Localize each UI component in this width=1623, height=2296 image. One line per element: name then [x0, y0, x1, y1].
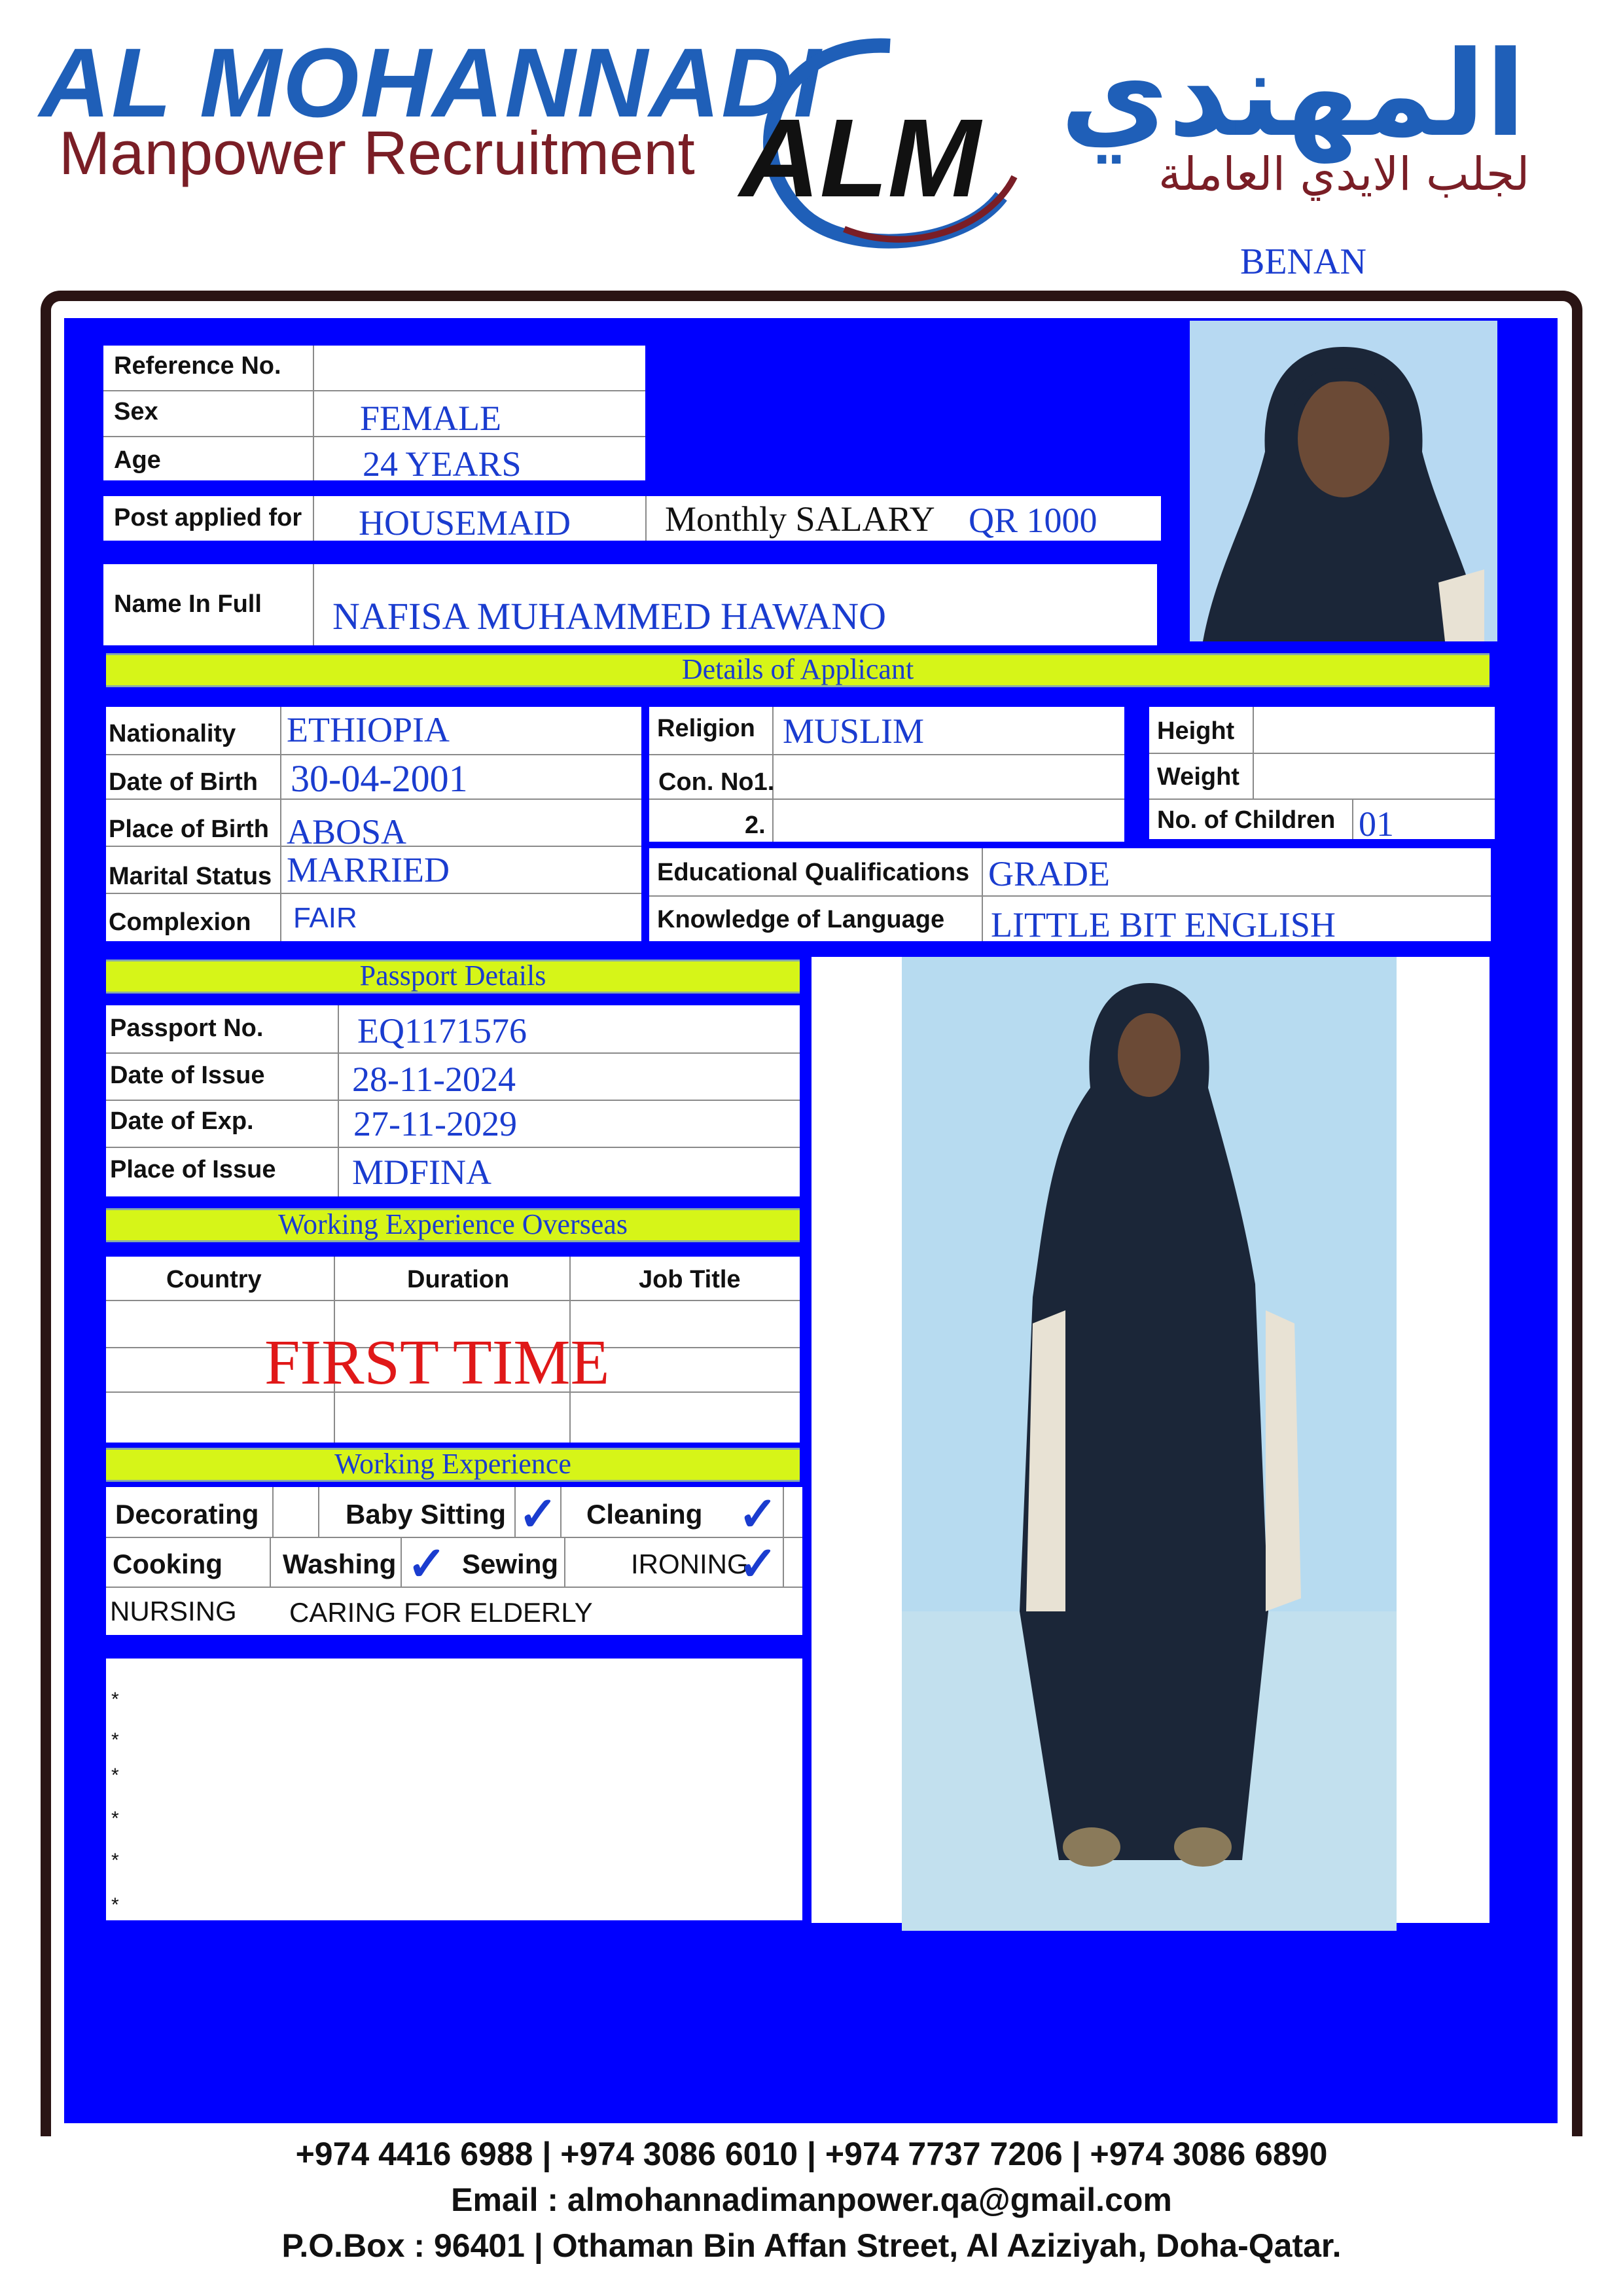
- education-table: [649, 848, 1491, 944]
- skill-cooking: Cooking: [113, 1549, 223, 1579]
- passport-number-value: EQ1171576: [357, 1011, 527, 1050]
- footer-address: P.O.Box : 96401 | Othaman Bin Affan Street, Al Aziziyah, Doha-Qatar.: [281, 2227, 1342, 2264]
- name-value: NAFISA MUHAMMED HAWANO: [332, 595, 887, 637]
- company-subtitle: Manpower Recruitment: [59, 118, 695, 187]
- exp-date-label: Date of Exp.: [110, 1107, 254, 1135]
- issue-place-label: Place of Issue: [110, 1156, 276, 1183]
- experience-band: Working Experience: [106, 1448, 800, 1482]
- skill-ironing: IRONING: [631, 1549, 749, 1579]
- post-label: Post applied for: [114, 504, 302, 531]
- reference-label: Reference No.: [114, 352, 281, 380]
- religion-table: [649, 707, 1124, 842]
- note-bullet: *: [111, 1689, 119, 1710]
- ironing-check-icon: ✓: [738, 1538, 778, 1590]
- pob-value: ABOSA: [287, 812, 407, 852]
- passport-number-label: Passport No.: [110, 1014, 264, 1042]
- notes-box: [106, 1659, 802, 1920]
- full-name-box: [103, 564, 1157, 645]
- skills-grid: [106, 1487, 802, 1635]
- age-value: 24 YEARS: [363, 444, 522, 484]
- overseas-table: [106, 1257, 800, 1443]
- skill-elderly-care: CARING FOR ELDERLY: [289, 1597, 593, 1628]
- post-salary-box: [103, 496, 1161, 541]
- svg-text:ALM: ALM: [740, 96, 981, 221]
- company-name-arabic: المهندي: [1060, 26, 1526, 163]
- office-name: BENAN: [1240, 242, 1366, 282]
- footer-phones: +974 4416 6988 | +974 3086 6010 | +974 7737 7206 | +974 3086 6890: [295, 2136, 1328, 2172]
- passport-band: Passport Details: [106, 960, 800, 994]
- skill-decorating: Decorating: [115, 1499, 259, 1530]
- complexion-value: FAIR: [293, 902, 357, 934]
- marital-label: Marital Status: [109, 863, 272, 890]
- height-label: Height: [1157, 717, 1235, 745]
- sex-value: FEMALE: [360, 399, 501, 438]
- weight-label: Weight: [1157, 763, 1240, 791]
- note-bullet: *: [111, 1765, 119, 1786]
- dob-value: 30-04-2001: [291, 757, 468, 800]
- language-value: LITTLE BIT ENGLISH: [991, 905, 1336, 944]
- pob-label: Place of Birth: [109, 816, 269, 843]
- sex-label: Sex: [114, 398, 158, 425]
- cleaning-check-icon: ✓: [738, 1488, 778, 1541]
- children-label: No. of Children: [1157, 806, 1336, 834]
- basic-info-box: [103, 346, 645, 484]
- first-time-stamp: FIRST TIME: [264, 1327, 610, 1398]
- contact2-label: 2.: [745, 812, 766, 839]
- education-label: Educational Qualifications: [657, 859, 970, 886]
- skill-baby-sitting: Baby Sitting: [346, 1499, 507, 1530]
- job-title-header: Job Title: [639, 1266, 741, 1293]
- salary-label: Monthly SALARY: [665, 499, 935, 539]
- language-label: Knowledge of Language: [657, 906, 945, 933]
- skill-nursing: NURSING: [110, 1596, 237, 1626]
- note-bullet: *: [111, 1808, 119, 1829]
- company-name: AL MOHANNADI: [39, 27, 823, 137]
- portrait-photo: [1190, 321, 1497, 641]
- name-label: Name In Full: [114, 590, 262, 618]
- religion-value: MUSLIM: [783, 711, 925, 751]
- personal-details-table: [106, 707, 641, 941]
- full-body-photo: [902, 957, 1397, 1931]
- age-label: Age: [114, 446, 161, 474]
- issue-date-label: Date of Issue: [110, 1062, 265, 1089]
- skill-cleaning: Cleaning: [586, 1499, 703, 1530]
- alm-logo: [726, 33, 1054, 255]
- exp-date-value: 27-11-2029: [353, 1104, 517, 1143]
- country-header: Country: [166, 1266, 262, 1293]
- note-bullet: *: [111, 1729, 119, 1751]
- post-value: HOUSEMAID: [359, 503, 571, 543]
- skill-washing: Washing: [283, 1549, 397, 1579]
- marital-value: MARRIED: [287, 850, 450, 889]
- children-value: 01: [1359, 804, 1394, 844]
- passport-table: [106, 1005, 800, 1196]
- overseas-band: Working Experience Overseas: [106, 1208, 800, 1242]
- complexion-label: Complexion: [109, 908, 251, 936]
- washing-check-icon: ✓: [407, 1538, 447, 1590]
- details-band: Details of Applicant: [106, 653, 1489, 687]
- company-subtitle-arabic: لجلب الايدي العاملة: [1158, 147, 1530, 201]
- education-value: GRADE: [988, 854, 1110, 893]
- nationality-value: ETHIOPIA: [287, 710, 450, 749]
- issue-place-value: MDFINA: [352, 1153, 492, 1192]
- issue-date-value: 28-11-2024: [352, 1060, 516, 1099]
- note-bullet: *: [111, 1850, 119, 1871]
- contact1-label: Con. No1.: [658, 768, 775, 796]
- dob-label: Date of Birth: [109, 768, 258, 796]
- footer-email: Email : almohannadimanpower.qa@gmail.com: [451, 2181, 1172, 2218]
- salary-value: QR 1000: [969, 501, 1097, 540]
- note-bullet: *: [111, 1894, 119, 1916]
- duration-header: Duration: [407, 1266, 510, 1293]
- baby-sitting-check-icon: ✓: [518, 1488, 558, 1541]
- skill-sewing: Sewing: [462, 1549, 559, 1579]
- religion-label: Religion: [657, 715, 755, 742]
- physical-table: [1149, 707, 1495, 844]
- nationality-label: Nationality: [109, 720, 236, 747]
